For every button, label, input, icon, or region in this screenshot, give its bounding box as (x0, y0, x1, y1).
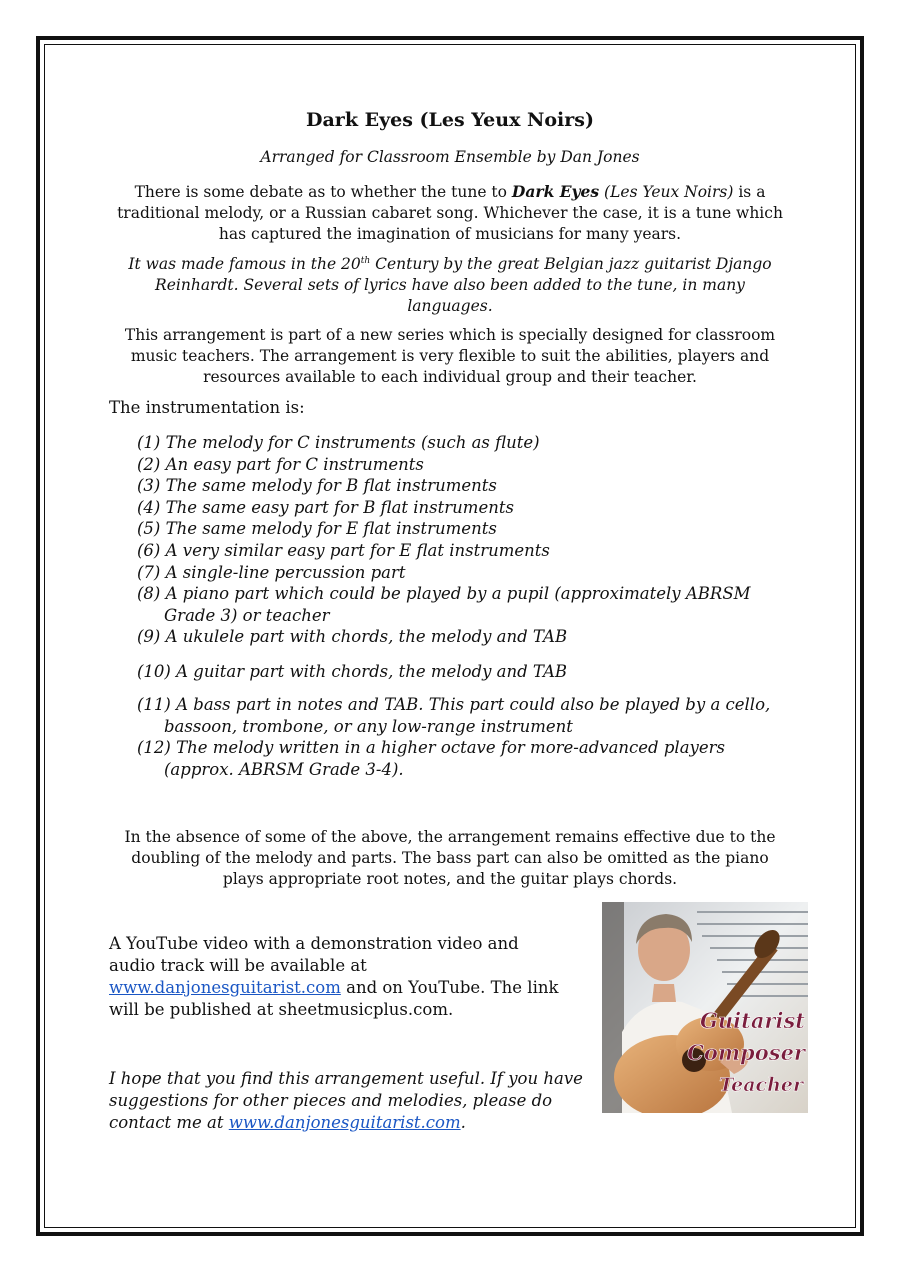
instrument-list-more (137, 694, 787, 780)
list-item: (8) A piano part which could be played by a pupil (approximately ABRSM Grade 3) or teacher (137, 584, 751, 625)
page-title: Dark Eyes (Les Yeux Noirs) (306, 109, 594, 131)
list-item: (7) A single-line percussion part (137, 562, 406, 582)
closing-paragraph: I hope that you find this arrangement useful. If you have suggestions for other pieces and melodies, please do contact me at www.danjonesguitarist.com. (109, 1069, 583, 1132)
photo-word-teacher: Teacher (719, 1074, 803, 1096)
instrumentation-heading: The instrumentation is: (109, 398, 305, 417)
list-item: (3) The same melody for B flat instruments (137, 476, 497, 496)
neck (652, 984, 676, 1002)
instrument-list-guitar (137, 661, 787, 683)
list-item: (6) A very similar easy part for E flat instruments (137, 540, 550, 560)
photo-word-guitarist: Guitarist (699, 1008, 805, 1033)
youtube-paragraph: A YouTube video with a demonstration video and audio track will be available at www.danjonesguitarist.com and on YouTube. The link will be published at sheetmusicplus.com. (109, 934, 559, 1019)
list-item: (1) The melody for C instruments (such as flute) (137, 433, 540, 452)
absence-paragraph: In the absence of some of the above, the arrangement remains effective due to the doubling of the melody and parts. The bass part can also be omitted as the piano plays appropriate root notes, and the guitar plays chords. (124, 828, 776, 888)
list-item: (11) A bass part in notes and TAB. This part could also be played by a cello, bassoon, trombone, or any low-range instrument (137, 695, 771, 736)
page-subtitle: Arranged for Classroom Ensemble by Dan Jones (260, 148, 640, 166)
list-item: (10) A guitar part with chords, the melody and TAB (137, 662, 568, 681)
history-paragraph: It was made famous in the 20th Century by the great Belgian jazz guitarist Django Reinhardt. Several sets of lyrics have also been added to the tune, in many languages. (128, 255, 772, 315)
list-item: (5) The same melody for E flat instruments (137, 519, 497, 539)
photo-word-composer: Composer (687, 1040, 805, 1065)
list-item: (2) An easy part for C instruments (137, 454, 424, 474)
list-item: (9) A ukulele part with chords, the melody and TAB (137, 627, 568, 647)
contact-website-link[interactable]: www.danjonesguitarist.com (228, 1113, 461, 1132)
series-paragraph: This arrangement is part of a new series which is specially designed for classroom music teachers. The arrangement is very flexible to suit the abilities, players and resources available to each individual group and their teacher. (124, 326, 776, 386)
tune-name: Dark Eyes (511, 182, 600, 201)
website-link[interactable]: www.danjonesguitarist.com (109, 978, 341, 997)
instrument-list (137, 432, 787, 648)
guitarist-photo (602, 902, 808, 1113)
list-item: (12) The melody written in a higher octave for more-advanced players (approx. ABRSM Grade 3-4). (137, 738, 725, 779)
intro-paragraph: There is some debate as to whether the tune to Dark Eyes (Les Yeux Noirs) is a traditional melody, or a Russian cabaret song. Whichever the case, it is a tune which has captured the imagination of musicians for many years. (117, 182, 783, 243)
list-item: (4) The same easy part for B flat instruments (137, 497, 514, 517)
